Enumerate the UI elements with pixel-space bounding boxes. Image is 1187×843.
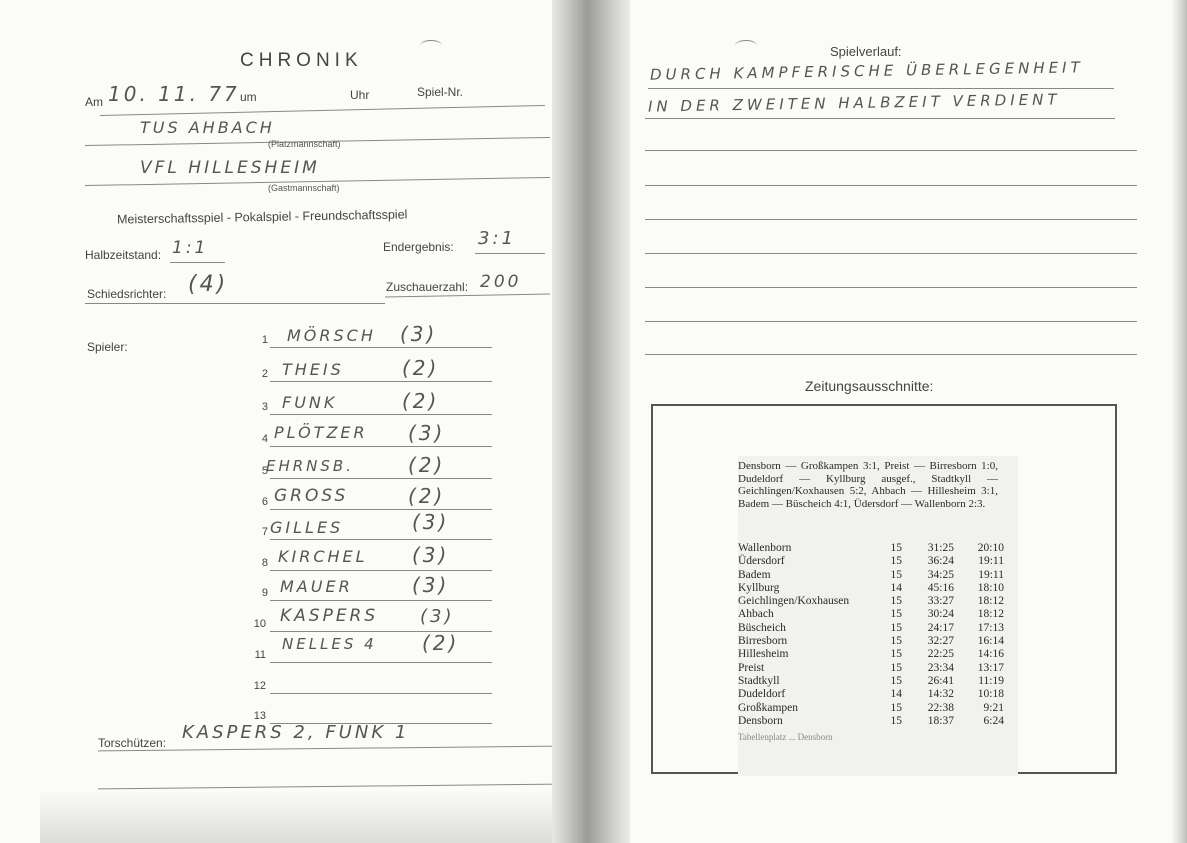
player-number: 9 [261,587,268,599]
scan-shadow [40,790,552,843]
course-rule [645,287,1137,288]
player-name: GROSS [274,486,349,506]
uhr-label: Uhr [350,88,370,102]
player-line [270,693,492,694]
clippings-label: Zeitungsausschnitte: [805,378,934,394]
player-name: EHRNSB. [266,457,354,475]
player-grade: (2) [422,631,460,655]
course-rule [645,354,1137,355]
home-caption: (Platzmannschaft) [268,139,341,149]
course-rule [645,219,1137,220]
player-grade: (2) [408,484,446,508]
player-row [252,322,492,356]
player-number: 1 [261,334,268,346]
guest-caption: (Gastmannschaft) [268,183,340,193]
player-line [270,570,492,571]
referee-label: Schiedsrichter: [87,287,167,301]
final-line [475,253,545,254]
player-number: 5 [261,465,268,477]
table-row: Preist 15 23:34 13:17 [738,661,1004,674]
results-text: Densborn — Großkampen 3:1, Preist — Birresborn 1:0, Dudeldorf — Kyllburg ausgef., Stadtkyll — Geichlingen/Koxhausen 5:2, Ahbach — Hillesheim 3:1, Badem — Büscheich 4:1, Üdersdorf — Wallenborn 2:3. [738,460,998,510]
player-number: 10 [253,618,266,630]
player-name: KIRCHEL [278,547,368,566]
date-value: 10. 11. 77 [108,82,240,106]
home-team: TUS AHBACH [140,118,275,137]
scorers-label: Torschützen: [98,736,167,750]
um-label: um [240,90,257,104]
player-line [270,509,492,510]
player-line [270,347,492,348]
course-rule [645,185,1137,186]
table-row: Großkampen 15 22:38 9:21 [738,701,1004,714]
player-name: FUNK [282,393,338,412]
final-label: Endergebnis: [383,240,454,254]
player-grade: (3) [400,322,438,346]
course-rule [648,88,1114,89]
player-grade: (2) [408,453,446,477]
player-grade: (2) [402,356,440,380]
clipping-box [651,404,1117,774]
player-row [252,510,492,548]
c-mark-right [735,40,757,51]
player-line [270,414,492,415]
referee-line [85,303,385,304]
player-name: THEIS [282,360,344,379]
course-rule [645,150,1137,151]
spectators-line [385,294,550,298]
league-table [738,542,1008,728]
halftime-line [170,262,225,263]
player-grade: (3) [412,510,450,534]
table-row: Badem 15 34:25 19:11 [738,568,1004,581]
am-line [100,105,545,116]
player-name: NELLES 4 [282,635,377,653]
course-rule [645,321,1137,322]
player-grade: (3) [412,573,450,597]
player-grade: (3) [412,543,450,567]
player-row [252,543,492,579]
player-row [250,631,492,671]
player-grade: (3) [420,606,455,627]
player-name: PLÖTZER [274,423,368,442]
table-row: Büscheich 15 24:17 17:13 [738,621,1004,634]
halftime-label: Halbzeitstand: [85,248,162,262]
table-row: Wallenborn 15 31:25 20:10 [738,542,1004,554]
table-row: Kyllburg 14 45:16 18:10 [738,581,1004,594]
book-gutter [552,0,630,843]
newspaper-clipping [738,456,1018,776]
table-row: Ahbach 15 30:24 18:12 [738,608,1004,621]
table-row: Birresborn 15 32:27 16:14 [738,635,1004,648]
table-row: Stadtkyll 15 26:41 11:19 [738,674,1004,687]
player-line [270,478,492,479]
table-row: Üdersdorf 15 36:24 19:11 [738,555,1004,568]
player-number: 13 [253,710,266,722]
player-row [250,676,492,702]
player-line [270,539,492,540]
c-mark-left [420,40,442,51]
clipping-footer: Tabellenplatz ... Densborn [738,732,833,742]
player-name: KASPERS [280,606,379,626]
player-name: GILLES [270,518,344,537]
player-number: 4 [261,433,268,445]
referee-value: (4) [188,272,229,297]
player-row [252,453,492,487]
player-line [270,381,492,382]
spielnr-label: Spiel-Nr. [417,85,464,99]
course-label: Spielverlauf: [830,44,902,59]
player-number: 3 [261,401,268,413]
guest-team: VFL HILLESHEIM [140,158,320,178]
player-number: 7 [261,526,268,538]
player-line [270,600,492,601]
final-value-text: 3:1 [478,228,516,249]
page-edge [1171,0,1187,843]
player-name: MAUER [280,577,353,596]
player-row [252,421,492,455]
player-line [270,446,492,447]
player-row [252,389,492,423]
player-number: 2 [261,368,268,380]
player-line [270,662,492,663]
scorers-value: KASPERS 2, FUNK 1 [182,722,410,743]
player-grade: (2) [402,389,440,413]
player-row [252,484,492,518]
chronik-title: CHRONIK [240,50,363,71]
course-line-2: IN DER ZWEITEN HALBZEIT VERDIENT [647,90,1061,116]
table-row: Hillesheim 15 22:25 14:16 [738,648,1004,661]
player-row [252,356,492,390]
am-label: Am [85,95,103,109]
players-label: Spieler: [87,340,128,354]
table-row: Dudeldorf 14 14:32 10:18 [738,688,1004,701]
scorers-line [98,746,558,752]
player-number: 12 [253,680,266,692]
table-row: Densborn 15 18:37 6:24 [738,714,1004,727]
table-row: Geichlingen/Koxhausen 15 33:27 18:12 [738,595,1004,608]
course-line-1: DURCH KAMPFERISCHE ÜBERLEGENHEIT [649,58,1084,84]
match-types: Meisterschaftsspiel - Pokalspiel - Freundschaftsspiel [116,207,408,227]
halftime-value: 1:1 [172,238,209,258]
course-rule [645,118,1115,119]
player-number: 11 [254,649,266,661]
course-rule [645,253,1137,254]
player-grade: (3) [408,421,446,445]
player-number: 8 [261,557,268,569]
player-number: 6 [261,496,268,508]
scorers-line-2 [98,784,558,790]
spectators-label: Zuschauerzahl: [386,280,469,294]
spectators-value: 200 [480,272,522,292]
player-name: MÖRSCH [287,326,376,345]
